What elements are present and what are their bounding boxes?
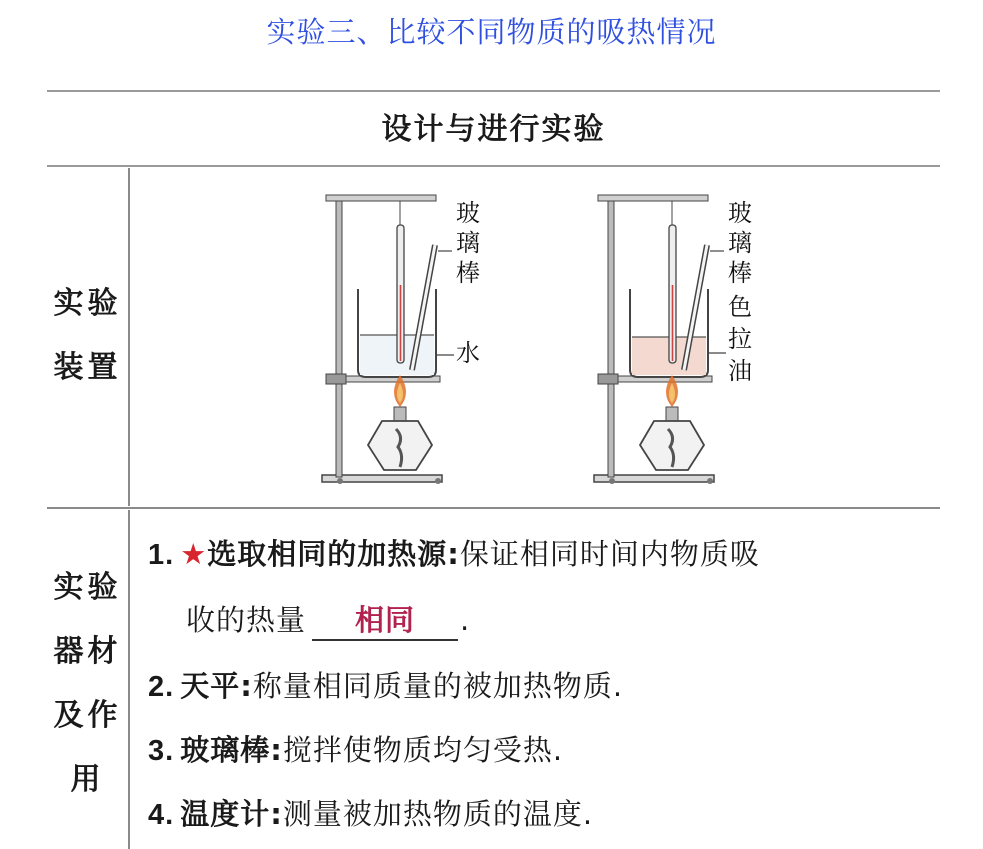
label-rod-char3: 棒 <box>728 261 752 287</box>
label-oil-char3: 油 <box>728 359 752 385</box>
item-number: 1. <box>148 539 175 571</box>
row-label-setup-line1: 实验 <box>53 286 122 321</box>
row-label-materials-line2: 器材 <box>53 634 122 669</box>
material-item-1-continued <box>186 598 470 641</box>
item-number: 2. <box>148 671 175 703</box>
row-label-materials-line3: 及作 <box>53 698 122 733</box>
item-separator: : <box>270 733 283 767</box>
fill-in-blank <box>312 598 458 641</box>
label-water: 水 <box>456 341 480 367</box>
item-separator: : <box>270 797 283 831</box>
item-number: 3. <box>148 735 175 767</box>
label-rod-char2: 璃 <box>728 231 752 257</box>
material-item-1 <box>148 532 760 573</box>
label-oil-char1: 色 <box>728 295 752 321</box>
item-description: 测量被加热物质的温度. <box>282 797 594 831</box>
item-separator: : <box>240 669 253 703</box>
item-number: 4. <box>148 799 175 831</box>
row-label-materials-line4: 用 <box>70 762 105 797</box>
item-description: 称量相同质量的被加热物质. <box>252 669 624 703</box>
label-rod-char3: 棒 <box>456 261 480 287</box>
item-separator: : <box>447 537 460 571</box>
label-rod-char1: 玻 <box>728 201 752 227</box>
label-oil-char2: 拉 <box>728 327 752 353</box>
item-description: 搅拌使物质均匀受热. <box>282 733 564 767</box>
row-label-materials-line1: 实验 <box>53 570 122 605</box>
label-rod-char2: 璃 <box>456 231 480 257</box>
item-term: 玻璃棒 <box>180 733 271 767</box>
blank-answer: 相同 <box>355 603 416 637</box>
row-label-materials <box>47 556 128 812</box>
item-end-punctuation: . <box>460 603 471 637</box>
apparatus-oil <box>594 195 752 484</box>
star-icon: ★ <box>180 537 208 571</box>
material-item-2 <box>148 664 623 705</box>
material-item-4 <box>148 792 593 833</box>
table-header: 设计与进行实验 <box>381 112 606 147</box>
row-label-setup-line2: 装置 <box>53 350 122 385</box>
column-divider-setup <box>128 168 130 506</box>
row-label-setup <box>47 272 128 400</box>
row-divider <box>47 507 940 509</box>
table-top-rule <box>47 90 940 92</box>
item-term: 温度计 <box>180 797 271 831</box>
header-divider <box>47 165 940 167</box>
item-term: 天平 <box>180 669 241 703</box>
material-item-3 <box>148 728 563 769</box>
apparatus-illustration <box>300 185 780 495</box>
item-term: 选取相同的加热源 <box>207 537 448 571</box>
page-title: 实验三、比较不同物质的吸热情况 <box>266 15 717 49</box>
label-rod-char1: 玻 <box>456 201 480 227</box>
column-divider-materials <box>128 510 130 849</box>
item-description-line2: 收的热量 <box>186 603 307 637</box>
item-description: 保证相同时间内物质吸 <box>459 537 760 571</box>
apparatus-water <box>322 195 480 484</box>
